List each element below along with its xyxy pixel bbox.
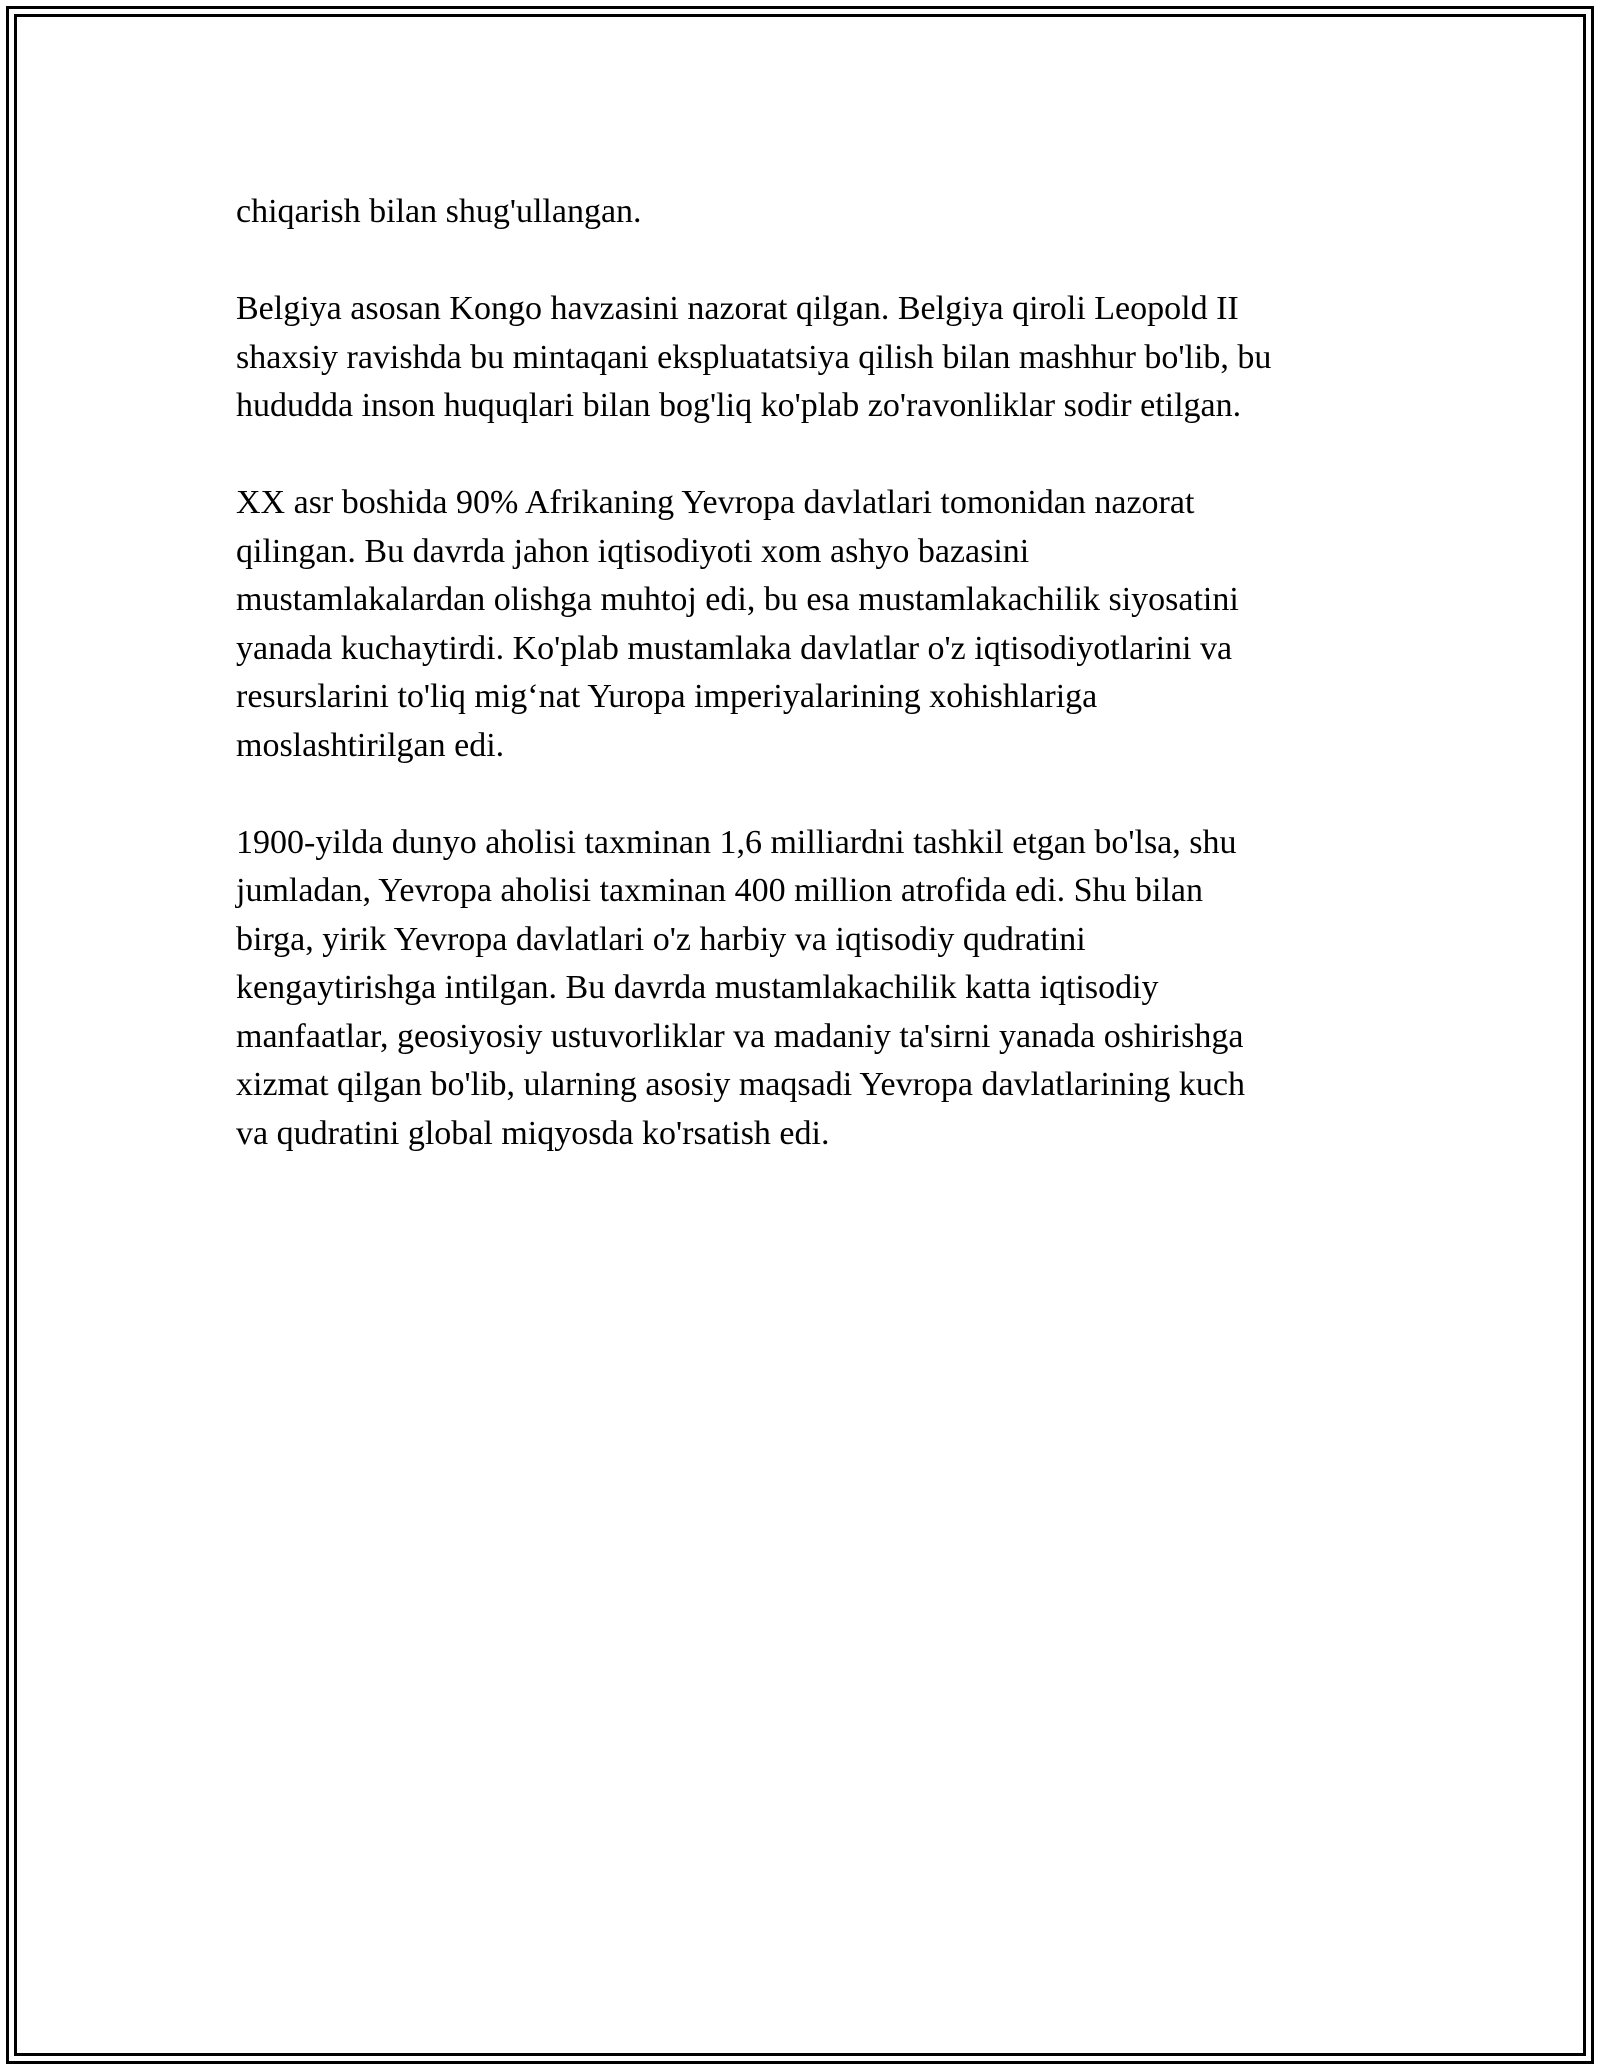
paragraph-population-1900: 1900-yilda dunyo aholisi taxminan 1,6 milliardni tashkil etgan bo'lsa, shu jumladan, Yevropa aholisi taxminan 400 million atrofida edi. Shu bilan birga, yirik Yevropa davlatlari o'z harbiy va iqtisodiy qudratini kengaytirishga intilgan. Bu davrda mustamlakachilik katta iqtisodiy manfaatlar, geosiyosiy ustuvorliklar va madaniy ta'sirni yanada oshirishga xizmat qilgan bo'lib, ularning asosiy maqsadi Yevropa davlatlarining kuch va qudratini global miqyosda ko'rsatish edi. <box>236 823 1245 1152</box>
document-body <box>236 188 1366 1207</box>
paragraph-africa-control: XX asr boshida 90% Afrikaning Yevropa davlatlari tomonidan nazorat qilingan. Bu davrda jahon iqtisodiyoti xom ashyo bazasini mustamlakalardan olishga muhtoj edi, bu esa mustamlakachilik siyosatini yanada kuchaytirdi. Ko'plab mustamlaka davlatlar o'z iqtisodiyotlarini va resurslarini to'liq mig‘nat Yuropa imperiyalarining xohishlariga moslashtirilgan edi. <box>236 484 1239 764</box>
paragraph-continuation: chiqarish bilan shug'ullangan. <box>236 193 642 230</box>
paragraph-belgium-congo: Belgiya asosan Kongo havzasini nazorat qilgan. Belgiya qiroli Leopold II shaxsiy ravishda bu mintaqani ekspluatatsiya qilish bilan mashhur bo'lib, bu hududda inson huquqlari bilan bog'liq ko'plab zo'ravonliklar sodir etilgan. <box>236 290 1272 424</box>
